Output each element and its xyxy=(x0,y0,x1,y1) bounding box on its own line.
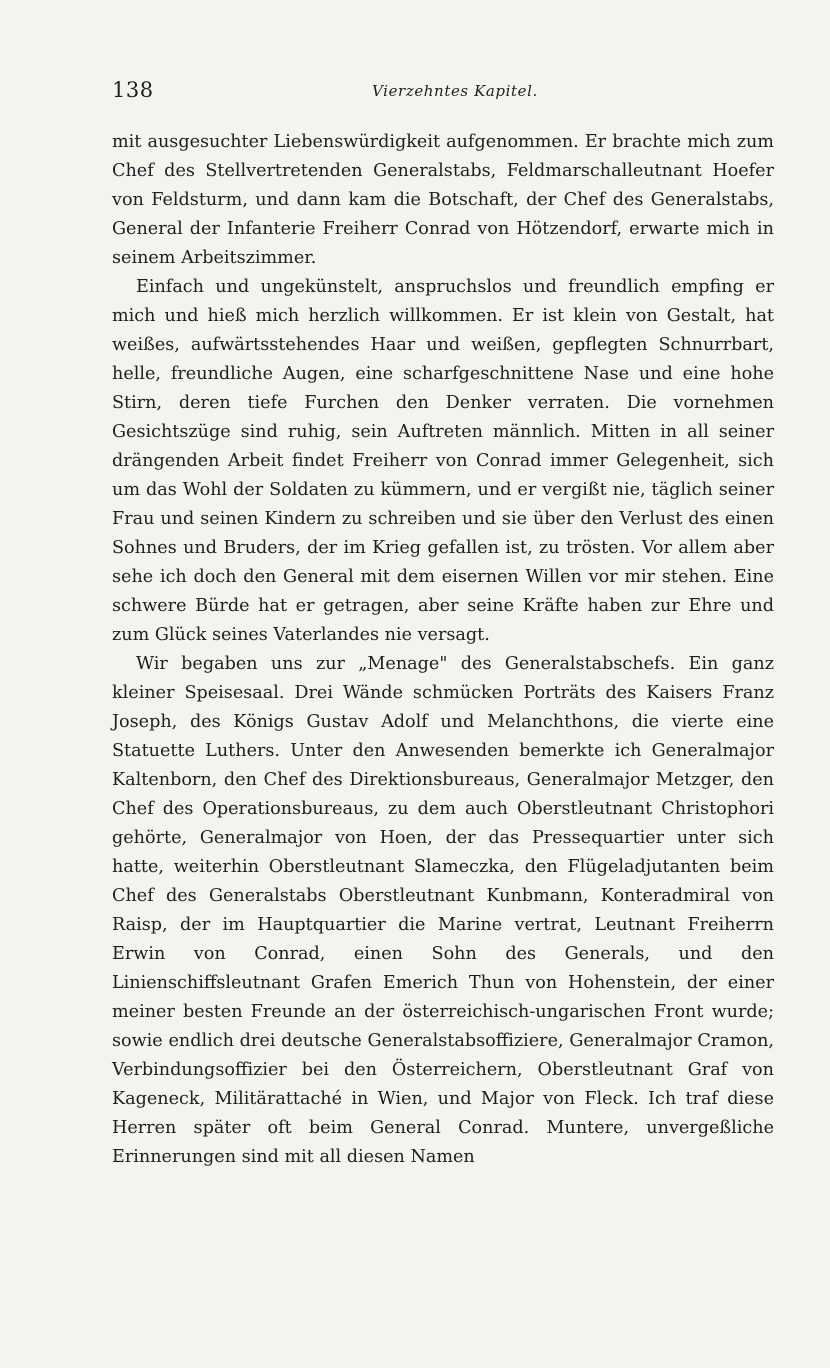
running-head: Vierzehntes Kapitel. xyxy=(372,82,538,100)
paragraph: mit ausgesuchter Liebenswürdigkeit aufgenommen. Er brachte mich zum Chef des Stellvertretenden Generalstabs, Feldmarschalleutnant Hoefer von Feldsturm, und dann kam die Botschaft, der Chef des Generalstabs, General der Infanterie Freiherr Conrad von Hötzendorf, erwarte mich in seinem Arbeitszimmer. xyxy=(112,132,774,268)
paragraph: Wir begaben uns zur „Menage" des Generalstabschefs. Ein ganz kleiner Speisesaal. Drei Wände schmücken Porträts des Kaisers Franz Joseph, des Königs Gustav Adolf und Melanchthons, die vierte eine Statuette Luthers. Unter den Anwesenden bemerkte ich Generalmajor Kaltenborn, den Chef des Direktionsbureaus, Generalmajor Metzger, den Chef des Operationsbureaus, zu dem auch Oberstleutnant Christophori gehörte, Generalmajor von Hoen, der das Pressequartier unter sich hatte, weiterhin Oberstleutnant Slameczka, den Flügeladjutanten beim Chef des Generalstabs Oberstleutnant Kunbmann, Konteradmiral von Raisp, der im Hauptquartier die Marine vertrat, Leutnant Freiherrn Erwin von Conrad, einen Sohn des Generals, und den Linienschiffsleutnant Grafen Emerich Thun von Hohenstein, der einer meiner besten Freunde an der österreichisch-ungarischen Front wurde; sowie endlich drei deutsche Generalstabsoffiziere, Generalmajor Cramon, Verbindungsoffizier bei den Österreichern, Oberstleutnant Graf von Kageneck, Militärattaché in Wien, und Major von Fleck. Ich traf diese Herren später oft beim General Conrad. Muntere, unvergeßliche Erinnerungen sind mit all diesen Namen xyxy=(112,654,774,1167)
paragraph: Einfach und ungekünstelt, anspruchslos und freundlich empfing er mich und hieß mich herzlich willkommen. Er ist klein von Gestalt, hat weißes, aufwärtsstehendes Haar und weißen, gepflegten Schnurrbart, helle, freundliche Augen, eine scharfgeschnittene Nase und eine hohe Stirn, deren tiefe Furchen den Denker verraten. Die vornehmen Gesichtszüge sind ruhig, sein Auftreten männlich. Mitten in all seiner drängenden Arbeit findet Freiherr von Conrad immer Gelegenheit, sich um das Wohl der Soldaten zu kümmern, und er vergißt nie, täglich seiner Frau und seinen Kindern zu schreiben und sie über den Verlust des einen Sohnes und Bruders, der im Krieg gefallen ist, zu trösten. Vor allem aber sehe ich doch den General mit dem eisernen Willen vor mir stehen. Eine schwere Bürde hat er getragen, aber seine Kräfte haben zur Ehre und zum Glück seines Vaterlandes nie versagt. xyxy=(112,277,774,645)
page-header xyxy=(112,78,772,108)
body-text xyxy=(112,128,774,1172)
page-number: 138 xyxy=(112,78,154,102)
